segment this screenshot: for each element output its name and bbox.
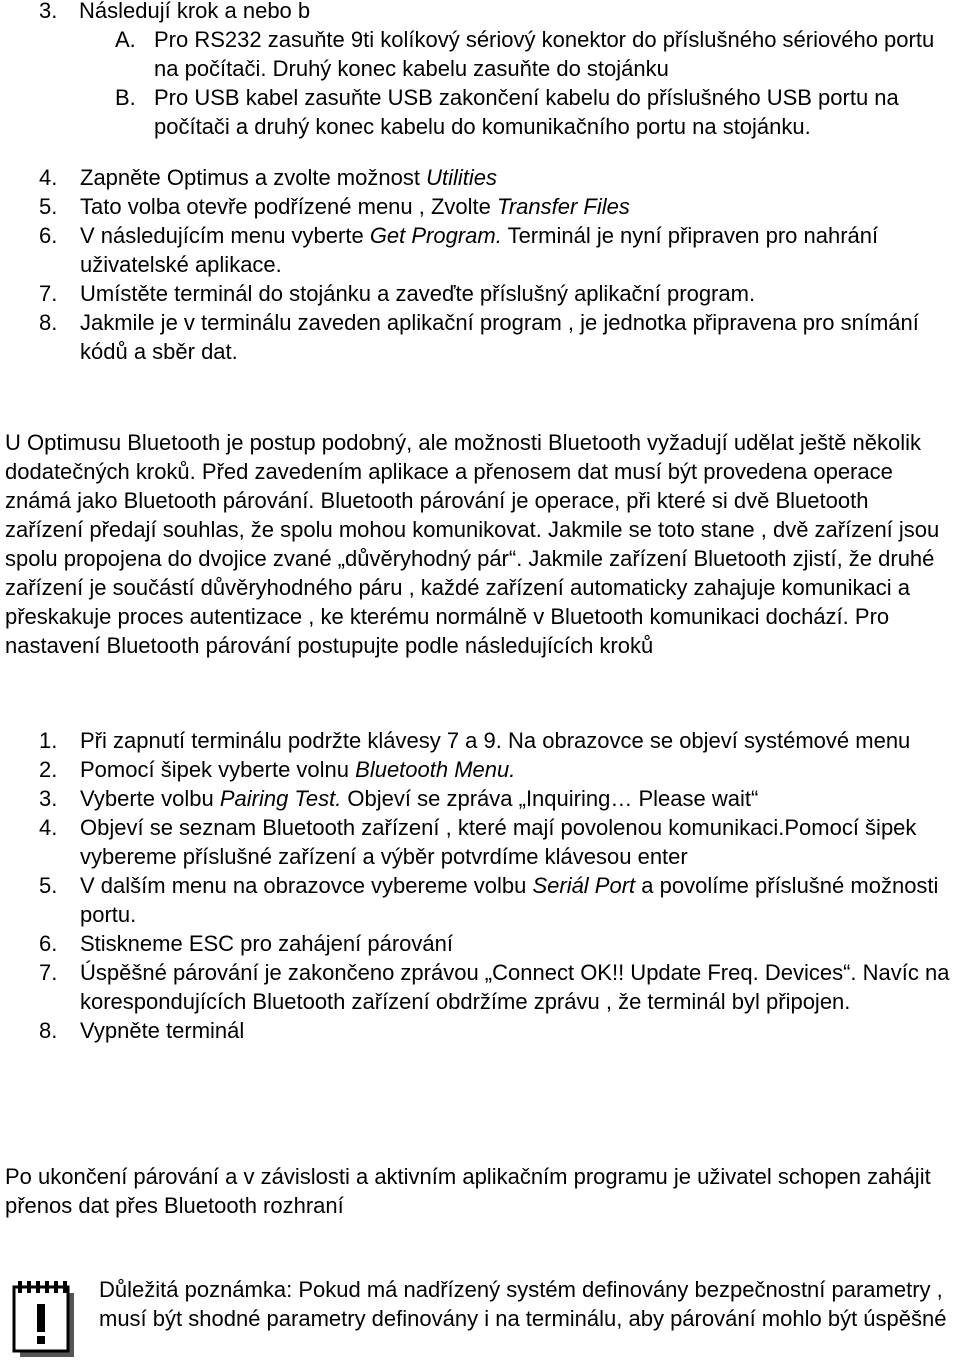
list-item xyxy=(0,726,960,755)
item-text: Jakmile je v terminálu zaveden aplikační program , je jednotka připravena pro snímání kódů a sběr dat. xyxy=(80,310,919,364)
item-text: Úspěšné párování je zakončeno zprávou „Connect OK!! Update Freq. Devices“. Navíc na korespondujících Bluetooth zařízení obdržíme zprávu , že terminál byl připojen. xyxy=(80,960,950,1014)
list-item xyxy=(38,25,960,83)
item-number: 6. xyxy=(39,223,58,248)
item-text: Tato volba otevře podřízené menu , Zvolte xyxy=(80,194,498,219)
item-text: Při zapnutí terminálu podržte klávesy 7 a 9. Na obrazovce se objeví systémové menu xyxy=(80,728,911,753)
item-number: 7. xyxy=(39,281,58,306)
item-number: 8. xyxy=(39,1018,58,1043)
item-number: 6. xyxy=(39,931,58,956)
item-text: Pomocí šipek vyberte volnu xyxy=(80,757,356,782)
list-item xyxy=(0,163,960,192)
list-item xyxy=(0,871,960,929)
item-text-after: a povolíme příslušné možnosti portu. xyxy=(80,873,939,927)
note-text: Důležitá poznámka: Pokud má nadřízený systém definovány bezpečnostní parametry , musí být shodné parametry definovány i na terminálu, aby párování mohlo být úspěšné xyxy=(99,1277,947,1331)
item-text-after: Objeví se zpráva „Inquiring… Please wait“ xyxy=(341,786,759,811)
list-item xyxy=(0,0,960,141)
item-emphasis: Seriál Port xyxy=(532,873,636,898)
list-item xyxy=(0,1016,960,1045)
list-item xyxy=(0,192,960,221)
list-item xyxy=(0,221,960,279)
closing-paragraph: Po ukončení párování a v závislosti a aktivním aplikačním programu je uživatel schopen zahájit přenos dat přes Bluetooth rozhraní xyxy=(5,1164,931,1218)
spacer xyxy=(0,141,960,163)
item-text: Zapněte Optimus a zvolte možnost xyxy=(80,165,427,190)
exclamation-notepad-icon xyxy=(10,1279,80,1359)
list-item xyxy=(0,813,960,871)
item-letter: A. xyxy=(115,27,136,52)
item-number: 8. xyxy=(39,310,58,335)
item-text: Umístěte terminál do stojánku a zaveďte příslušný aplikační program. xyxy=(80,281,756,306)
setup-steps-list xyxy=(0,0,960,366)
list-item xyxy=(38,83,960,141)
item-number: 2. xyxy=(39,757,58,782)
item-text: Následují krok a nebo b xyxy=(79,0,311,23)
item-text-after: Terminál je nyní připraven pro nahrání uživatelské aplikace. xyxy=(80,223,879,277)
item-text: Pro RS232 zasuňte 9ti kolíkový sériový konektor do příslušného sériového portu na počítači. Druhý konec kabelu zasuňte do stojánku xyxy=(154,27,935,81)
item-emphasis: Transfer Files xyxy=(497,194,630,219)
important-note xyxy=(10,1275,950,1365)
item-number: 4. xyxy=(39,165,58,190)
item-text: V následujícím menu vyberte xyxy=(80,223,370,248)
list-item xyxy=(0,279,960,308)
item-number: 5. xyxy=(39,194,58,219)
item-letter: B. xyxy=(115,85,136,110)
item-text: Objeví se seznam Bluetooth zařízení , které mají povolenou komunikaci.Pomocí šipek vybereme příslušné zařízení a výběr potvrdíme klávesou enter xyxy=(80,815,917,869)
item-emphasis: Pairing Test. xyxy=(219,786,342,811)
list-item xyxy=(0,784,960,813)
item-number: 3. xyxy=(39,786,58,811)
item-number: 3. xyxy=(39,0,58,23)
list-item xyxy=(0,929,960,958)
item-number: 1. xyxy=(39,728,58,753)
sub-steps-list xyxy=(38,25,960,141)
bluetooth-pairing-paragraph: U Optimusu Bluetooth je postup podobný, ale možnosti Bluetooth vyžadují udělat ještě několik dodatečných kroků. Před zavedením aplikace a přenosem dat musí být provedena operace známá jako Bluetooth párování. Bluetooth párování je operace, při které si dvě Bluetooth zařízení předají souhlas, že spolu mohou komunikovat. Jakmile se toto stane , dvě zařízení jsou spolu propojena do dvojice zvané „důvěryhodný pár“. Jakmile zařízení Bluetooth zjistí, že druhé zařízení je součástí důvěryhodného páru , každé zařízení automaticky zahajuje komunikaci a přeskakuje proces autentizace , ke kterému normálně v Bluetooth komunikaci dochází. Pro nastavení Bluetooth párování postupujte podle následujících kroků xyxy=(5,430,940,658)
item-number: 5. xyxy=(39,873,58,898)
item-text: Stiskneme ESC pro zahájení párování xyxy=(80,931,453,956)
item-text: Vypněte terminál xyxy=(80,1018,245,1043)
item-text: V dalším menu na obrazovce vybereme volbu xyxy=(80,873,533,898)
item-number: 7. xyxy=(39,960,58,985)
item-emphasis: Get Program. xyxy=(369,223,502,248)
list-item xyxy=(0,755,960,784)
item-emphasis: Utilities xyxy=(426,165,497,190)
item-text: Pro USB kabel zasuňte USB zakončení kabelu do příslušného USB portu na počítači a druhý konec kabelu do komunikačního portu na stojánku. xyxy=(154,85,899,139)
pairing-steps-list xyxy=(0,726,960,1045)
item-number: 4. xyxy=(39,815,58,840)
list-item xyxy=(0,308,960,366)
item-emphasis: Bluetooth Menu. xyxy=(355,757,516,782)
list-item xyxy=(0,958,960,1016)
item-text: Vyberte volbu xyxy=(80,786,220,811)
